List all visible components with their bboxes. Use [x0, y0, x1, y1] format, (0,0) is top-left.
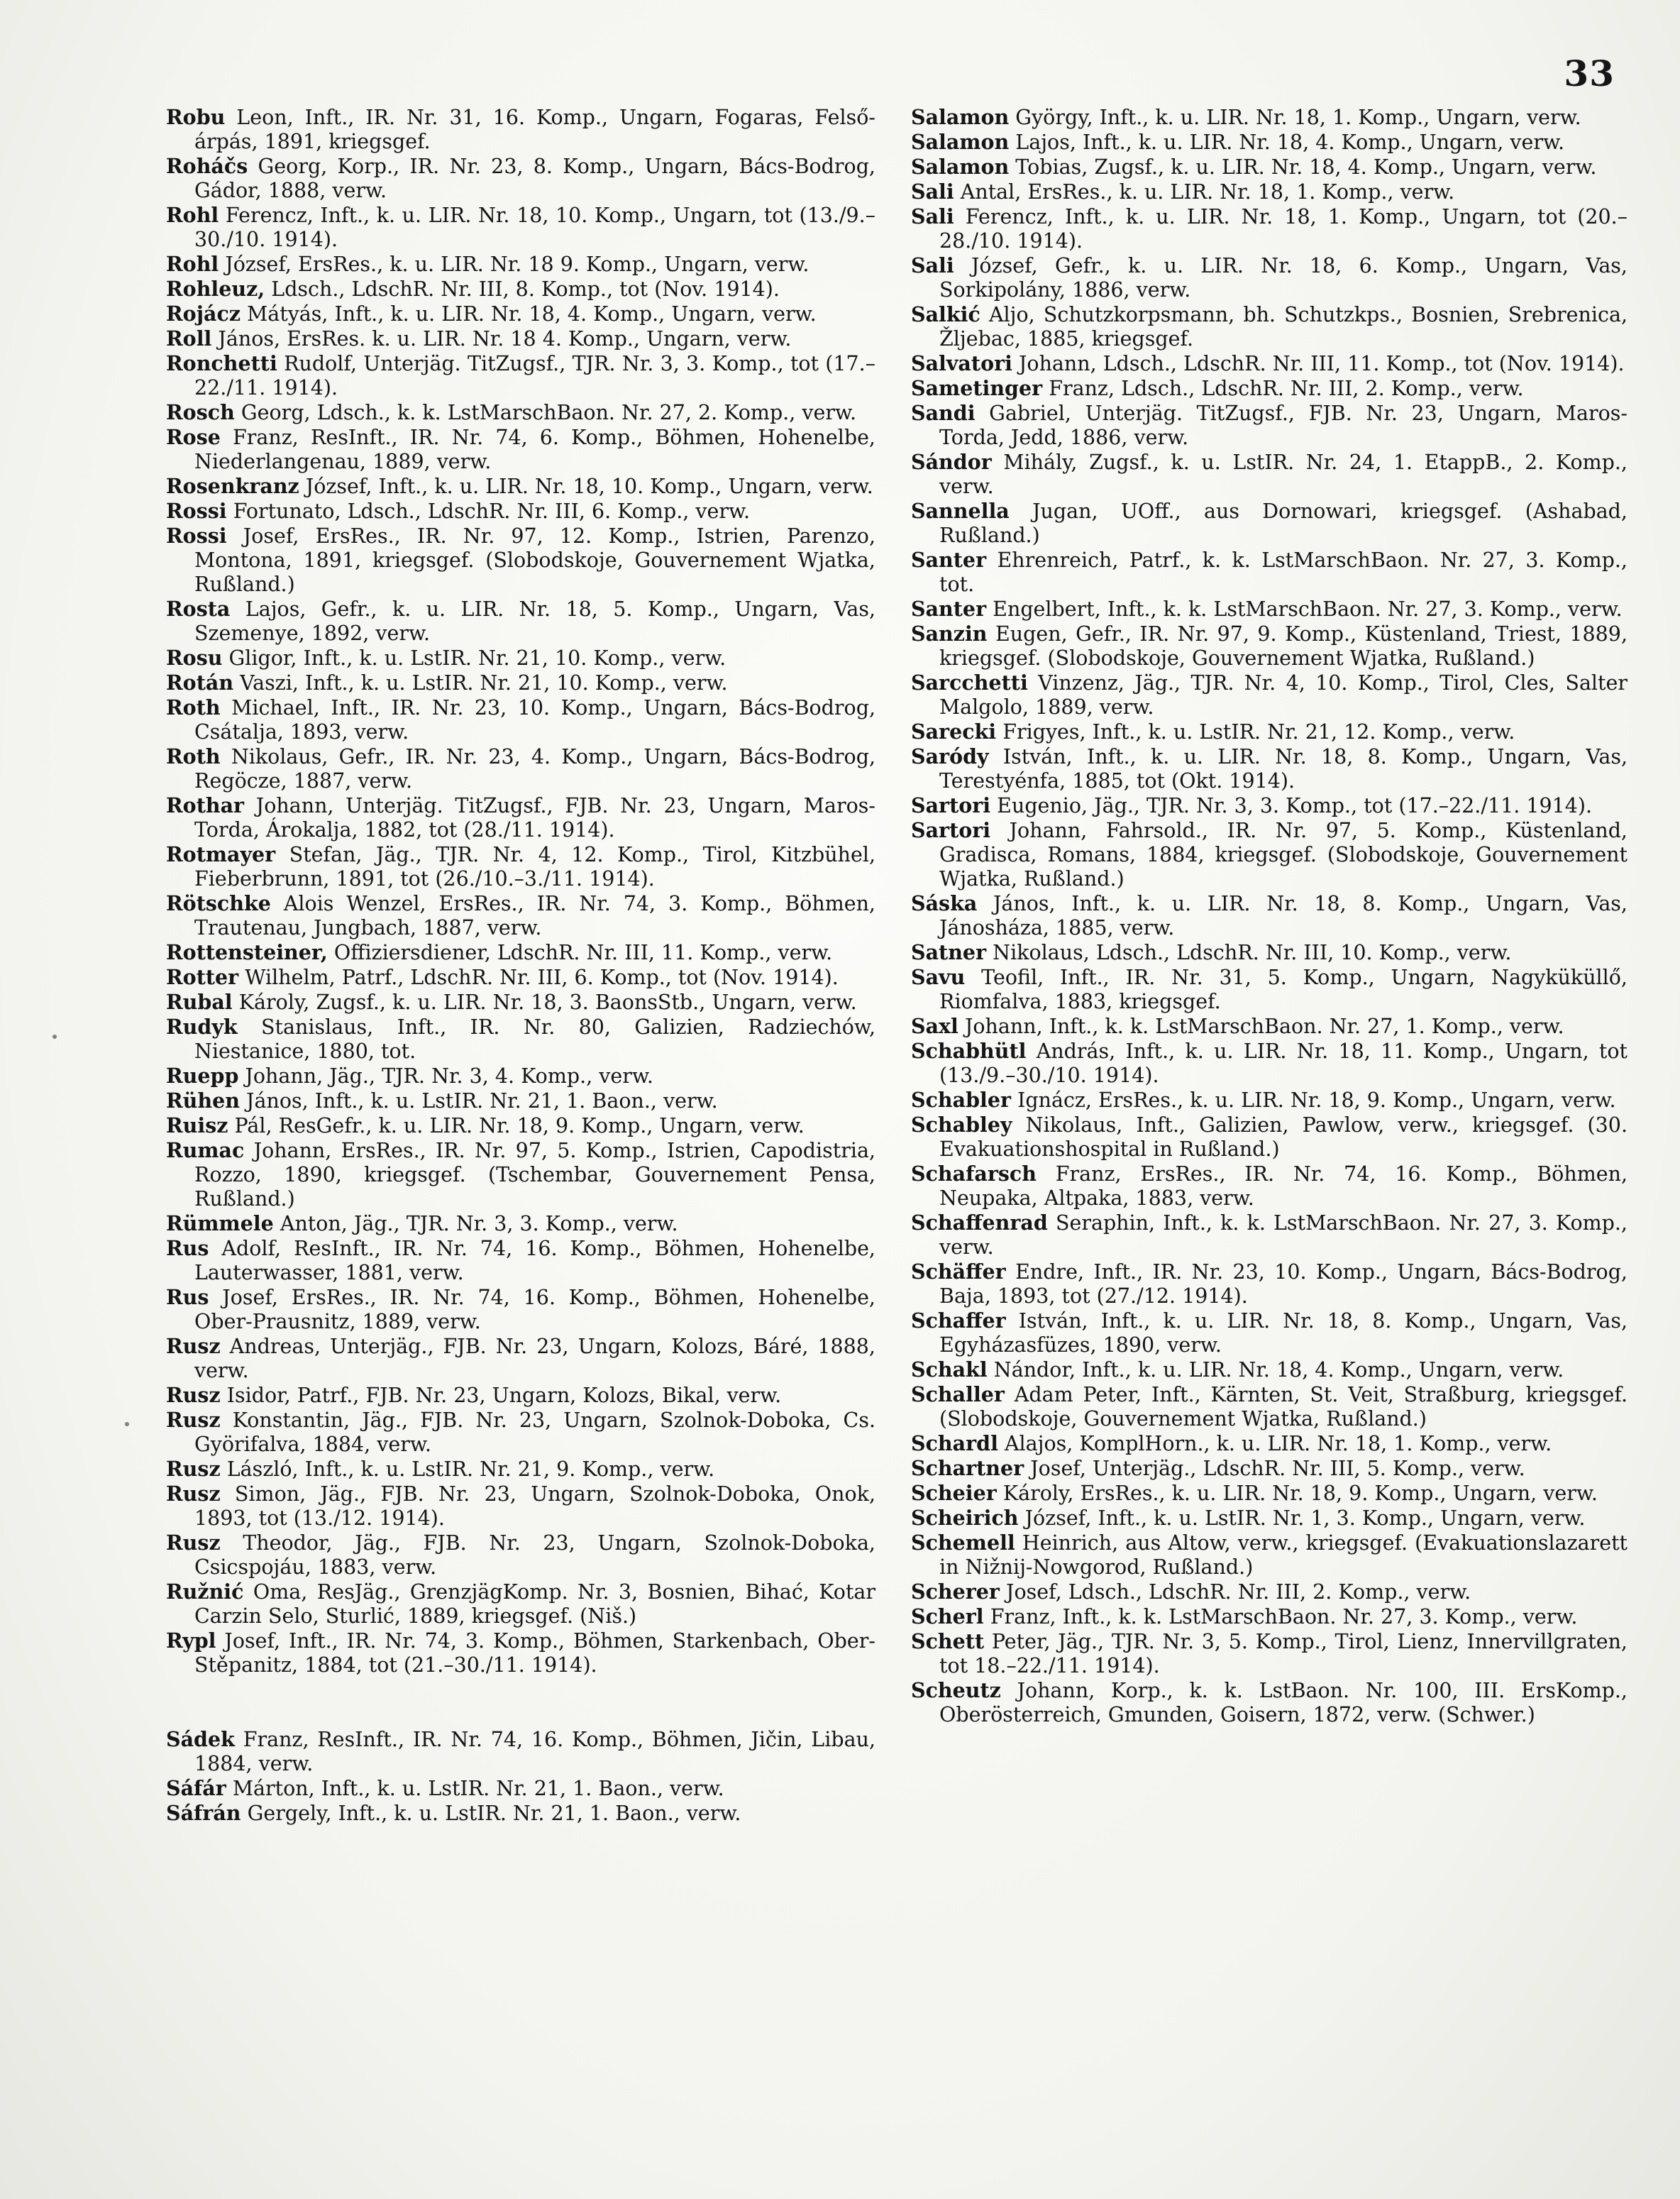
entry-details: János, Inft., k. u. LstIR. Nr. 21, 1. Baon., verw.	[246, 1089, 718, 1113]
entry-surname: Sartori	[911, 818, 991, 842]
entry-details: Seraphin, Inft., k. k. LstMarschBaon. Nr. 27, 3. Komp., verw.	[939, 1211, 1628, 1259]
list-entry	[166, 400, 875, 425]
entry-details: Oma, ResJäg., GrenzjägKomp. Nr. 3, Bosnien, Bihać, Kotar Carzin Selo, Sturlić, 1889, kriegsgef. (Niš.)	[194, 1580, 876, 1628]
entry-details: Nándor, Inft., k. u. LIR. Nr. 18, 4. Komp., Ungarn, verw.	[993, 1358, 1564, 1382]
entry-details: Georg, Ldsch., k. k. LstMarschBaon. Nr. 27, 2. Komp., verw.	[241, 401, 857, 424]
list-entry	[166, 1457, 875, 1482]
list-entry	[166, 1482, 875, 1531]
entry-details: Konstantin, Jäg., FJB. Nr. 23, Ungarn, Szolnok-Doboka, Cs. Györifalva, 1884, verw.	[194, 1409, 876, 1456]
entry-surname: Schäffer	[911, 1260, 1006, 1284]
entry-details: Lajos, Gefr., k. u. LIR. Nr. 18, 5. Komp., Ungarn, Vas, Szemenye, 1892, verw.	[194, 597, 876, 645]
list-entry	[166, 351, 875, 400]
entry-surname: Rusz	[166, 1457, 221, 1481]
entry-details: Josef, Inft., IR. Nr. 74, 3. Komp., Böhmen, Starkenbach, Ober-Stěpanitz, 1884, tot (21.–30./11. 1914).	[194, 1629, 875, 1677]
list-entry	[911, 130, 1628, 155]
entry-surname: Rosta	[166, 597, 231, 621]
entry-details: Michael, Inft., IR. Nr. 23, 10. Komp., Ungarn, Bács-Bodrog, Csátalja, 1893, verw.	[194, 696, 876, 744]
entry-details: Ldsch., LdschR. Nr. III, 8. Komp., tot (Nov. 1914).	[271, 277, 780, 301]
entry-surname: Santer	[911, 597, 987, 621]
list-entry	[911, 155, 1628, 180]
entry-surname: Ruepp	[166, 1064, 239, 1088]
list-entry	[911, 1629, 1628, 1678]
list-entry	[166, 277, 875, 302]
entry-details: Nikolaus, Inft., Galizien, Pawlow, verw., kriegsgef. (30. Evakuationshospital in Rußland.)	[939, 1113, 1628, 1161]
entry-surname: Schaffer	[911, 1308, 1006, 1333]
entry-details: Gergely, Inft., k. u. LstIR. Nr. 21, 1. Baon., verw.	[247, 1802, 741, 1825]
entry-details: Aljo, Schutzkorpsmann, bh. Schutzkps., Bosnien, Srebrenica, Žljebac, 1885, kriegsgef.	[939, 303, 1628, 351]
entry-details: Adam Peter, Inft., Kärnten, St. Veit, Straßburg, kriegsgef. (Slobodskoje, Gouvernement Wjatka, Rußland.)	[939, 1383, 1628, 1431]
list-entry	[911, 1481, 1628, 1506]
list-entry	[166, 1236, 875, 1285]
entry-surname: Saródy	[911, 744, 989, 768]
list-entry	[166, 965, 875, 990]
entry-surname: Schardl	[911, 1431, 998, 1455]
entry-surname: Sartori	[911, 793, 991, 817]
entry-surname: Rötschke	[166, 891, 271, 915]
entry-surname: Rose	[166, 425, 221, 449]
entry-details: Anton, Jäg., TJR. Nr. 3, 3. Komp., verw.	[280, 1212, 678, 1235]
entry-surname: Sanzin	[911, 622, 988, 646]
entry-surname: Sarcchetti	[911, 671, 1028, 695]
entry-surname: Scheutz	[911, 1678, 1001, 1702]
list-entry	[911, 1580, 1628, 1604]
list-entry	[166, 793, 875, 842]
entry-surname: Scherl	[911, 1604, 984, 1628]
entry-details: György, Inft., k. u. LIR. Nr. 18, 1. Komp., Ungarn, verw.	[1015, 106, 1581, 129]
entry-surname: Rossi	[166, 499, 227, 523]
list-entry	[166, 302, 875, 326]
entry-surname: Schaller	[911, 1382, 1005, 1406]
entry-surname: Rypl	[166, 1628, 216, 1653]
list-entry	[911, 1431, 1628, 1456]
entry-surname: Schett	[911, 1629, 985, 1653]
entry-surname: Sandi	[911, 401, 976, 425]
entry-surname: Roth	[166, 695, 221, 720]
entry-surname: Salvatori	[911, 351, 1012, 375]
list-entry	[911, 1531, 1628, 1580]
entry-surname: Schaffenrad	[911, 1211, 1048, 1235]
list-entry	[166, 1138, 875, 1211]
list-entry	[911, 204, 1628, 253]
right-column	[911, 105, 1628, 1727]
list-entry	[166, 252, 875, 277]
list-entry	[166, 1113, 875, 1138]
entry-surname: Salkić	[911, 302, 980, 326]
list-entry	[911, 105, 1628, 130]
entry-details: József, Inft., k. u. LIR. Nr. 18, 10. Komp., Ungarn, verw.	[305, 475, 873, 498]
list-entry	[166, 597, 875, 646]
entry-surname: Schakl	[911, 1357, 988, 1382]
list-entry	[911, 818, 1628, 891]
entry-details: Mihály, Zugsf., k. u. LstIR. Nr. 24, 1. EtappB., 2. Komp., verw.	[939, 451, 1628, 498]
entry-details: Franz, ResInft., IR. Nr. 74, 16. Komp., Böhmen, Jičin, Libau, 1884, verw.	[194, 1728, 876, 1775]
entry-details: Antal, ErsRes., k. u. LIR. Nr. 18, 1. Komp., verw.	[960, 180, 1455, 204]
list-entry	[166, 1531, 875, 1580]
entry-surname: Roháčs	[166, 154, 248, 178]
list-entry	[911, 302, 1628, 351]
entry-details: Ferencz, Inft., k. u. LIR. Nr. 18, 10. Komp., Ungarn, tot (13./9.–30./10. 1914).	[194, 204, 875, 251]
entry-surname: Robu	[166, 105, 226, 129]
entry-surname: Sarecki	[911, 720, 997, 744]
page-number: 33	[1564, 53, 1615, 94]
entry-details: István, Inft., k. u. LIR. Nr. 18, 8. Komp., Ungarn, Vas, Terestyénfa, 1885, tot (Okt. 1914).	[939, 745, 1628, 793]
entry-details: András, Inft., k. u. LIR. Nr. 18, 11. Komp., Ungarn, tot (13./9.–30./10. 1914).	[939, 1040, 1628, 1087]
entry-details: Gligor, Inft., k. u. LstIR. Nr. 21, 10. Komp., verw.	[228, 646, 726, 670]
list-entry	[911, 1113, 1628, 1162]
list-entry	[166, 646, 875, 671]
left-column	[166, 105, 875, 1826]
entry-details: Theodor, Jäg., FJB. Nr. 23, Ungarn, Szolnok-Doboka, Csicspojáu, 1883, verw.	[194, 1531, 875, 1579]
entry-surname: Santer	[911, 548, 987, 572]
entry-surname: Sáfár	[166, 1776, 226, 1800]
list-entry	[166, 105, 875, 154]
entry-surname: Roll	[166, 326, 212, 351]
entry-surname: Rotmayer	[166, 842, 276, 866]
entry-surname: Rühen	[166, 1089, 240, 1113]
list-entry	[166, 1727, 875, 1776]
section-gap	[166, 1677, 875, 1727]
entry-details: József, ErsRes., k. u. LIR. Nr. 18 9. Komp., Ungarn, verw.	[225, 253, 809, 276]
entry-details: Simon, Jäg., FJB. Nr. 23, Ungarn, Szolnok-Doboka, Onok, 1893, tot (13./12. 1914).	[194, 1482, 876, 1530]
entry-details: Endre, Inft., IR. Nr. 23, 10. Komp., Ungarn, Bács-Bodrog, Baja, 1893, tot (27./12. 1914).	[939, 1260, 1628, 1308]
entry-details: Márton, Inft., k. u. LstIR. Nr. 21, 1. Baon., verw.	[232, 1777, 724, 1800]
entry-details: Leon, Inft., IR. Nr. 31, 16. Komp., Ungarn, Fogaras, Felső-árpás, 1891, kriegsgef.	[194, 106, 876, 153]
list-entry	[911, 720, 1628, 744]
list-entry	[166, 842, 875, 891]
entry-details: Nikolaus, Gefr., IR. Nr. 23, 4. Komp., Ungarn, Bács-Bodrog, Regöcze, 1887, verw.	[194, 745, 876, 793]
list-entry	[911, 940, 1628, 965]
list-entry	[911, 376, 1628, 401]
entry-surname: Sándor	[911, 450, 992, 474]
entry-surname: Schabler	[911, 1088, 1012, 1112]
entry-surname: Savu	[911, 965, 966, 989]
entry-surname: Salamon	[911, 155, 1010, 179]
list-entry	[911, 1382, 1628, 1431]
entry-surname: Rotter	[166, 965, 239, 989]
entry-surname: Rohleuz,	[166, 277, 265, 301]
entry-surname: Rusz	[166, 1408, 221, 1432]
entry-surname: Rosenkranz	[166, 474, 299, 498]
entry-details: Peter, Jäg., TJR. Nr. 3, 5. Komp., Tirol, Lienz, Innervillgraten, tot 18.–22./11. 1914).	[939, 1630, 1628, 1677]
entry-details: Stanislaus, Inft., IR. Nr. 80, Galizien, Radziechów, Niestanice, 1880, tot.	[194, 1015, 876, 1063]
list-entry	[166, 154, 875, 203]
entry-surname: Ružnić	[166, 1580, 244, 1604]
entry-surname: Sametinger	[911, 376, 1043, 400]
list-entry	[911, 1211, 1628, 1260]
list-entry	[166, 1285, 875, 1334]
entry-details: Josef, ErsRes., IR. Nr. 97, 12. Komp., Istrien, Parenzo, Montona, 1891, kriegsgef. (Slobodskoje, Gouvernement Wjatka, Rußland.)	[194, 524, 876, 596]
list-entry	[166, 744, 875, 793]
entry-surname: Rossi	[166, 524, 227, 548]
entry-surname: Ruisz	[166, 1113, 228, 1137]
entry-details: Mátyás, Inft., k. u. LIR. Nr. 18, 4. Komp., Ungarn, verw.	[247, 302, 817, 326]
entry-surname: Sali	[911, 253, 954, 277]
list-entry	[166, 425, 875, 474]
entry-details: Johann, Ldsch., LdschR. Nr. III, 11. Komp., tot (Nov. 1914).	[1018, 352, 1625, 375]
entry-surname: Rosch	[166, 400, 235, 424]
entry-details: József, Inft., k. u. LstIR. Nr. 1, 3. Komp., Ungarn, verw.	[1024, 1506, 1586, 1530]
entry-details: Offiziersdiener, LdschR. Nr. III, 11. Komp., verw.	[333, 941, 833, 964]
entry-details: Rudolf, Unterjäg. TitZugsf., TJR. Nr. 3, 3. Komp., tot (17.–22./11. 1914).	[194, 352, 875, 399]
entry-surname: Rohl	[166, 252, 219, 276]
entry-surname: Sali	[911, 204, 954, 228]
entry-surname: Rusz	[166, 1531, 221, 1555]
entry-surname: Scheier	[911, 1481, 997, 1505]
list-entry	[911, 1506, 1628, 1531]
list-entry	[166, 1211, 875, 1236]
entry-details: Johann, ErsRes., IR. Nr. 97, 5. Komp., Istrien, Capodistria, Rozzo, 1890, kriegsgef. (Tschembar, Gouvernement Pensa, Rußland.)	[194, 1139, 876, 1211]
list-entry	[166, 1801, 875, 1826]
entry-details: Károly, ErsRes., k. u. LIR. Nr. 18, 9. Komp., Ungarn, verw.	[1002, 1482, 1598, 1505]
entry-details: Andreas, Unterjäg., FJB. Nr. 23, Ungarn, Kolozs, Báré, 1888, verw.	[194, 1335, 875, 1382]
list-entry	[911, 1456, 1628, 1481]
entry-surname: Rothar	[166, 793, 245, 817]
list-entry	[166, 1383, 875, 1408]
entry-details: Josef, Unterjäg., LdschR. Nr. III, 5. Komp., verw.	[1030, 1457, 1525, 1480]
entry-surname: Rumac	[166, 1138, 245, 1162]
entry-surname: Scherer	[911, 1580, 1000, 1604]
entry-details: Wilhelm, Patrf., LdschR. Nr. III, 6. Komp., tot (Nov. 1914).	[245, 966, 839, 989]
entry-surname: Rusz	[166, 1334, 221, 1358]
list-entry	[911, 1039, 1628, 1088]
list-entry	[911, 597, 1628, 622]
list-entry	[911, 622, 1628, 671]
list-entry	[911, 965, 1628, 1014]
entry-surname: Sáfrán	[166, 1801, 241, 1825]
entry-details: Fortunato, Ldsch., LdschR. Nr. III, 6. Komp., verw.	[233, 500, 751, 523]
list-entry	[166, 1580, 875, 1628]
entry-surname: Rus	[166, 1236, 209, 1260]
entry-surname: Rümmele	[166, 1211, 274, 1235]
entry-details: Alajos, KomplHorn., k. u. LIR. Nr. 18, 1. Komp., verw.	[1004, 1432, 1552, 1455]
entry-details: Jugan, UOff., aus Dornowari, kriegsgef. (Ashabad, Rußland.)	[939, 500, 1628, 547]
list-entry	[166, 1334, 875, 1383]
entry-details: Engelbert, Inft., k. k. LstMarschBaon. Nr. 27, 3. Komp., verw.	[993, 597, 1623, 621]
list-entry	[166, 891, 875, 940]
entry-surname: Rudyk	[166, 1015, 238, 1039]
list-entry	[166, 940, 875, 965]
entry-surname: Rottensteiner,	[166, 940, 328, 964]
list-entry	[911, 548, 1628, 597]
entry-details: László, Inft., k. u. LstIR. Nr. 21, 9. Komp., verw.	[226, 1457, 715, 1481]
entry-details: Franz, Inft., k. k. LstMarschBaon. Nr. 27, 3. Komp., verw.	[990, 1605, 1578, 1628]
entry-surname: Rubal	[166, 990, 233, 1014]
entry-details: István, Inft., k. u. LIR. Nr. 18, 8. Komp., Ungarn, Vas, Egyházasfüzes, 1890, verw.	[939, 1309, 1628, 1357]
list-entry	[911, 1088, 1628, 1113]
list-entry	[911, 253, 1628, 302]
list-entry	[166, 671, 875, 695]
entry-surname: Rohl	[166, 203, 219, 227]
entry-details: Vinzenz, Jäg., TJR. Nr. 4, 10. Komp., Tirol, Cles, Salter Malgolo, 1889, verw.	[939, 671, 1628, 719]
list-entry	[911, 744, 1628, 793]
entry-surname: Sádek	[166, 1727, 235, 1751]
entry-surname: Salamon	[911, 130, 1010, 154]
entry-details: Alois Wenzel, ErsRes., IR. Nr. 74, 3. Komp., Böhmen, Trautenau, Jungbach, 1887, verw.	[194, 892, 875, 939]
entry-details: Franz, Ldsch., LdschR. Nr. III, 2. Komp., verw.	[1049, 377, 1524, 400]
entry-details: Nikolaus, Ldsch., LdschR. Nr. III, 10. Komp., verw.	[993, 941, 1512, 964]
entry-surname: Rotán	[166, 671, 234, 695]
list-entry	[911, 1014, 1628, 1039]
list-entry	[166, 499, 875, 524]
scan-speck	[125, 1422, 129, 1426]
entry-details: Johann, Jäg., TJR. Nr. 3, 4. Komp., verw.	[245, 1064, 653, 1088]
entry-details: Josef, ErsRes., IR. Nr. 74, 16. Komp., Böhmen, Hohenelbe, Ober-Prausnitz, 1889, verw.	[194, 1286, 875, 1333]
entry-details: Georg, Korp., IR. Nr. 23, 8. Komp., Ungarn, Bács-Bodrog, Gádor, 1888, verw.	[194, 155, 875, 202]
entry-surname: Roth	[166, 744, 221, 768]
list-entry	[911, 499, 1628, 548]
scan-speck	[52, 1035, 57, 1039]
entry-surname: Schartner	[911, 1456, 1024, 1480]
entry-surname: Rusz	[166, 1383, 221, 1407]
list-entry	[911, 401, 1628, 450]
list-entry	[911, 1260, 1628, 1308]
entry-surname: Salamon	[911, 105, 1010, 129]
list-entry	[166, 203, 875, 252]
entry-surname: Scheirich	[911, 1506, 1019, 1530]
entry-surname: Schafarsch	[911, 1162, 1037, 1186]
entry-surname: Sáska	[911, 891, 978, 915]
entry-details: Ignácz, ErsRes., k. u. LIR. Nr. 18, 9. Komp., Ungarn, verw.	[1017, 1089, 1616, 1112]
list-entry	[911, 671, 1628, 720]
entry-details: Pál, ResGefr., k. u. LIR. Nr. 18, 9. Komp., Ungarn, verw.	[234, 1114, 805, 1137]
list-entry	[166, 1015, 875, 1064]
entry-details: Eugenio, Jäg., TJR. Nr. 3, 3. Komp., tot (17.–22./11. 1914).	[997, 794, 1593, 817]
list-entry	[911, 1357, 1628, 1382]
entry-details: Johann, Inft., k. k. LstMarschBaon. Nr. 27, 1. Komp., verw.	[964, 1015, 1564, 1038]
entry-surname: Rojácz	[166, 302, 241, 326]
entry-surname: Schemell	[911, 1531, 1015, 1555]
entry-details: János, Inft., k. u. LIR. Nr. 18, 8. Komp., Ungarn, Vas, Jánosháza, 1885, verw.	[939, 892, 1628, 939]
entry-details: Vaszi, Inft., k. u. LstIR. Nr. 21, 10. Komp., verw.	[240, 671, 728, 695]
entry-surname: Sali	[911, 180, 954, 204]
list-entry	[166, 326, 875, 351]
entry-details: József, Gefr., k. u. LIR. Nr. 18, 6. Komp., Ungarn, Vas, Sorkipolány, 1886, verw.	[939, 254, 1628, 302]
entry-surname: Ronchetti	[166, 351, 277, 375]
list-entry	[166, 1628, 875, 1677]
entry-details: Franz, ResInft., IR. Nr. 74, 6. Komp., Böhmen, Hohenelbe, Niederlangenau, 1889, verw.	[194, 426, 875, 473]
list-entry	[166, 990, 875, 1015]
list-entry	[911, 891, 1628, 940]
entry-details: Johann, Fahrsold., IR. Nr. 97, 5. Komp., Küstenland, Gradisca, Romans, 1884, kriegsgef. (Slobodskoje, Gouvernement Wjatka, Rußland.)	[939, 819, 1628, 891]
entry-surname: Rosu	[166, 646, 223, 670]
list-entry	[911, 180, 1628, 204]
list-entry	[911, 351, 1628, 376]
entry-details: Adolf, ResInft., IR. Nr. 74, 16. Komp., Böhmen, Hohenelbe, Lauterwasser, 1881, verw.	[194, 1237, 875, 1284]
entry-details: Frigyes, Inft., k. u. LstIR. Nr. 21, 12. Komp., verw.	[1002, 720, 1515, 744]
list-entry	[166, 1064, 875, 1089]
list-entry	[166, 524, 875, 597]
entry-surname: Schabley	[911, 1113, 1012, 1137]
list-entry	[911, 450, 1628, 499]
entry-surname: Rus	[166, 1285, 209, 1309]
entry-details: Heinrich, aus Altow, verw., kriegsgef. (Evakuationslazarett in Nižnij-Nowgorod, Rußland.)	[939, 1531, 1628, 1579]
entry-details: Gabriel, Unterjäg. TitZugsf., FJB. Nr. 23, Ungarn, Maros-Torda, Jedd, 1886, verw.	[939, 402, 1628, 449]
entry-surname: Schabhütl	[911, 1039, 1027, 1063]
list-entry	[911, 1678, 1628, 1727]
list-entry	[166, 474, 875, 499]
entry-details: Ferencz, Inft., k. u. LIR. Nr. 18, 1. Komp., Ungarn, tot (20.–28./10. 1914).	[939, 205, 1628, 253]
list-entry	[911, 1162, 1628, 1211]
list-entry	[911, 1604, 1628, 1629]
entry-details: Johann, Korp., k. k. LstBaon. Nr. 100, III. ErsKomp., Oberösterreich, Gmunden, Goisern, 1872, verw. (Schwer.)	[939, 1679, 1628, 1726]
entry-surname: Satner	[911, 940, 987, 964]
entry-details: János, ErsRes. k. u. LIR. Nr. 18 4. Komp., Ungarn, verw.	[218, 327, 792, 351]
list-entry	[911, 793, 1628, 818]
entry-details: Isidor, Patrf., FJB. Nr. 23, Ungarn, Kolozs, Bikal, verw.	[226, 1384, 782, 1407]
entry-details: Franz, ErsRes., IR. Nr. 74, 16. Komp., Böhmen, Neupaka, Altpaka, 1883, verw.	[939, 1162, 1628, 1210]
entry-surname: Saxl	[911, 1014, 958, 1038]
entry-surname: Rusz	[166, 1482, 221, 1506]
entry-surname: Sannella	[911, 499, 1010, 523]
list-entry	[166, 1089, 875, 1113]
list-entry	[166, 1408, 875, 1457]
entry-details: Johann, Unterjäg. TitZugsf., FJB. Nr. 23, Ungarn, Maros-Torda, Árokalja, 1882, tot (28./11. 1914).	[194, 794, 876, 842]
entry-details: Stefan, Jäg., TJR. Nr. 4, 12. Komp., Tirol, Kitzbühel, Fieberbrunn, 1891, tot (26./10.–3./11. 1914).	[194, 843, 875, 891]
entry-details: Eugen, Gefr., IR. Nr. 97, 9. Komp., Küstenland, Triest, 1889, kriegsgef. (Slobodskoje, Gouvernement Wjatka, Rußland.)	[939, 622, 1628, 670]
entry-details: Teofil, Inft., IR. Nr. 31, 5. Komp., Ungarn, Nagyküküllő, Riomfalva, 1883, kriegsgef.	[939, 966, 1628, 1013]
entry-details: Josef, Ldsch., LdschR. Nr. III, 2. Komp., verw.	[1006, 1580, 1471, 1604]
entry-details: Tobias, Zugsf., k. u. LIR. Nr. 18, 4. Komp., Ungarn, verw.	[1015, 155, 1597, 179]
entry-details: Lajos, Inft., k. u. LIR. Nr. 18, 4. Komp., Ungarn, verw.	[1015, 131, 1565, 154]
entry-details: Ehrenreich, Patrf., k. k. LstMarschBaon. Nr. 27, 3. Komp., tot.	[939, 549, 1628, 596]
list-entry	[166, 1776, 875, 1801]
entry-details: Károly, Zugsf., k. u. LIR. Nr. 18, 3. BaonsStb., Ungarn, verw.	[238, 991, 857, 1014]
list-entry	[166, 695, 875, 744]
list-entry	[911, 1308, 1628, 1357]
